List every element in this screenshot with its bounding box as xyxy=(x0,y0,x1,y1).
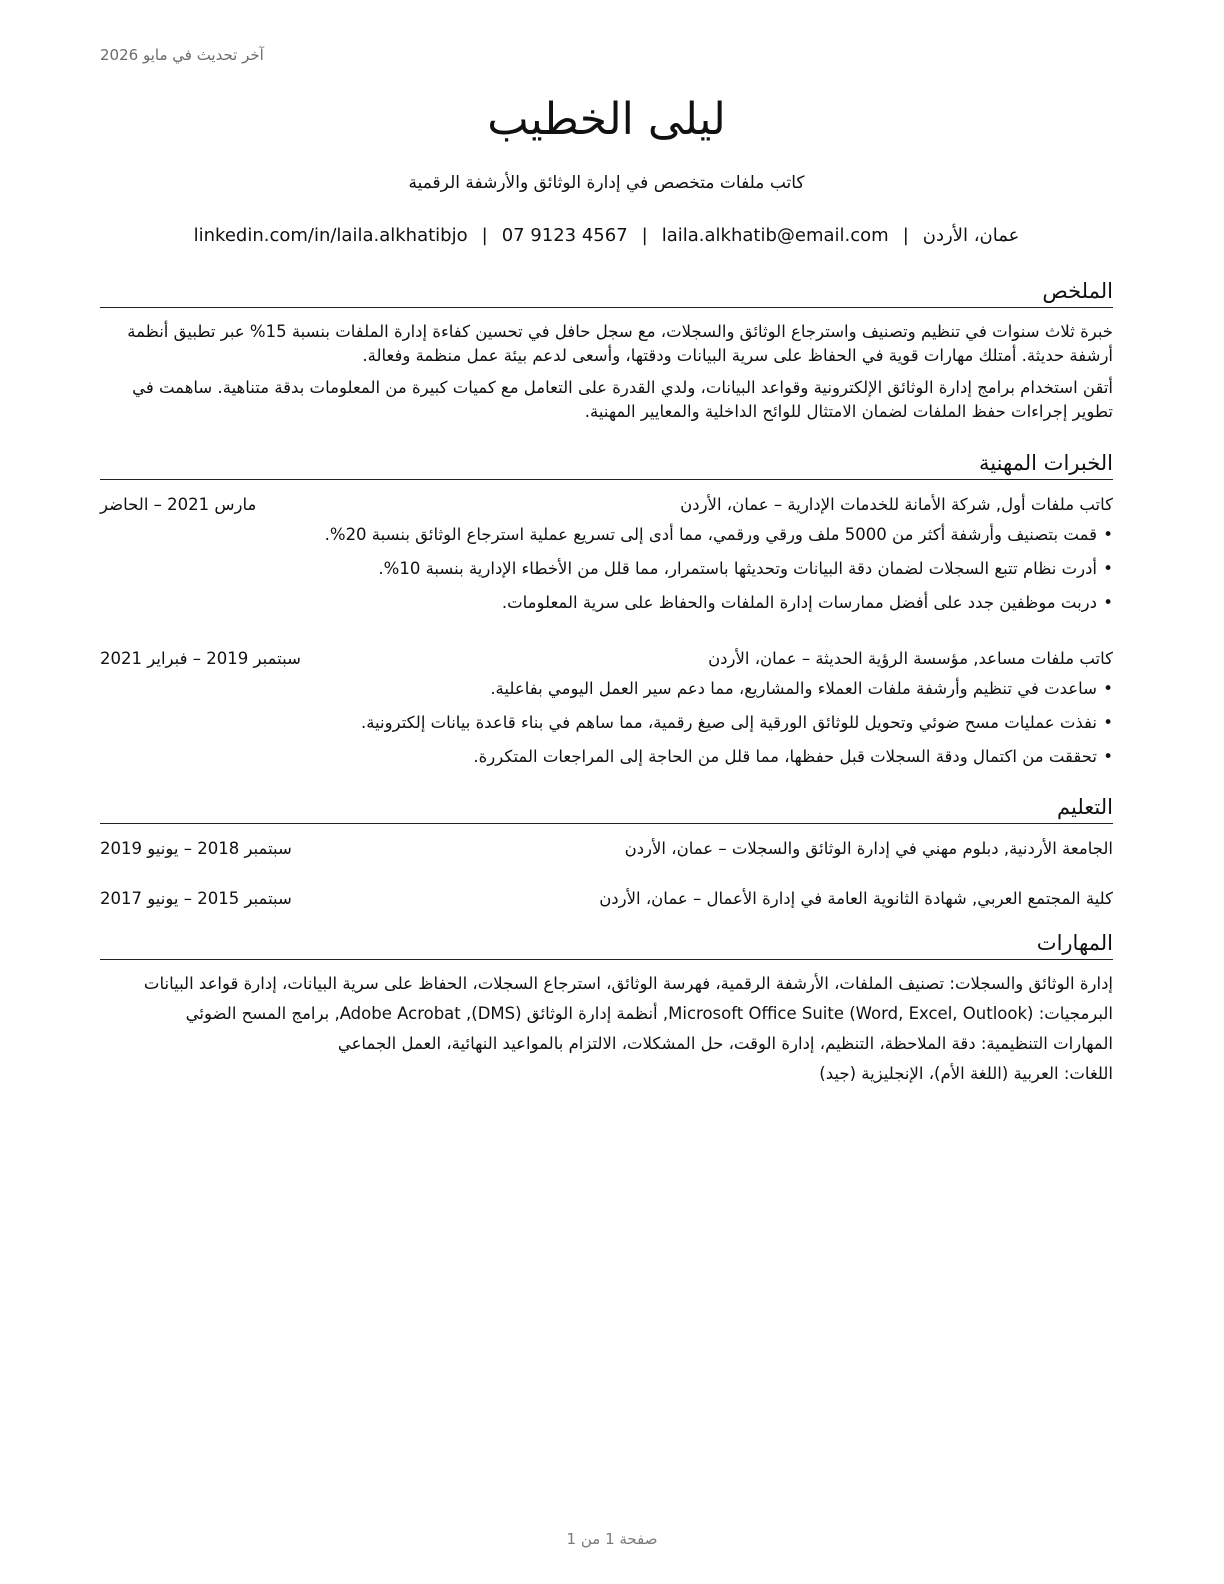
section-title-experience: الخبرات المهنية xyxy=(100,448,1113,480)
education-dates xyxy=(100,886,333,912)
education-heading: الجامعة الأردنية, دبلوم مهني في إدارة الوثائق والسجلات – عمان، الأردن xyxy=(624,839,1113,858)
separator: | xyxy=(641,225,648,246)
job-entry xyxy=(100,492,1113,624)
job-bullets xyxy=(100,522,1113,616)
education-heading: كلية المجتمع العربي, شهادة الثانوية العامة في إدارة الأعمال – عمان، الأردن xyxy=(599,889,1113,908)
education-dates-text: سبتمبر 2015 – يونيو 2017 xyxy=(100,889,292,908)
job-entry xyxy=(100,646,1113,778)
summary-paragraph: خبرة ثلاث سنوات في تنظيم وتصنيف واسترجاع الوثائق والسجلات، مع سجل حافل في تحسين كفاءة إدارة الملفات بنسبة 15% عبر تطبيق أنظمة أرشفة حديثة. أمتلك مهارات قوية في الحفاظ على سرية البيانات ودقتها، وأسعى لدعم بيئة عمل منظمة وفعالة. xyxy=(127,322,1113,365)
skills-line: إدارة الوثائق والسجلات: تصنيف الملفات، الأرشفة الرقمية، فهرسة الوثائق، استرجاع السجلات، الحفاظ على سرية البيانات، إدارة قواعد البيانات xyxy=(143,974,1113,993)
education-header xyxy=(100,836,1113,862)
job-dates xyxy=(100,646,333,672)
job-bullet: • نفذت عمليات مسح ضوئي وتحويل للوثائق الورقية إلى صيغ رقمية، مما ساهم في بناء قاعدة بيانات إلكترونية. xyxy=(100,710,1113,736)
skills-section xyxy=(100,972,1113,1092)
skills-line: البرمجيات: Microsoft Office Suite (Word, Excel, Outlook), أنظمة إدارة الوثائق (DMS), Adobe Acrobat, برامج المسح الضوئي xyxy=(185,1004,1113,1023)
job-bullet: • أدرت نظام تتبع السجلات لضمان دقة البيانات وتحديثها باستمرار، مما قلل من الأخطاء الإدارية بنسبة 10%. xyxy=(100,556,1113,582)
separator: | xyxy=(481,225,488,246)
summary-paragraph: أتقن استخدام برامج إدارة الوثائق الإلكترونية وقواعد البيانات، ولدي القدرة على التعامل مع كميات كبيرة من المعلومات بدقة متناهية. ساهمت في تطوير إجراءات حفظ الملفات لضمان الامتثال للوائح الداخلية والمعايير المهنية. xyxy=(132,378,1113,421)
education-dates xyxy=(100,836,333,862)
job-dates xyxy=(100,492,333,518)
section-title-education: التعليم xyxy=(100,792,1113,824)
separator: | xyxy=(902,225,909,246)
education-entry xyxy=(100,886,1113,912)
job-bullet: • تحققت من اكتمال ودقة السجلات قبل حفظها، مما قلل من الحاجة إلى المراجعات المتكررة. xyxy=(100,744,1113,770)
section-title-summary: الملخص xyxy=(100,276,1113,308)
last-updated-note: آخر تحديث في مايو 2026 xyxy=(100,46,264,64)
email-link[interactable]: laila.alkhatib@email.com xyxy=(661,225,889,246)
candidate-title: كاتب ملفات متخصص في إدارة الوثائق والأرشفة الرقمية xyxy=(408,173,805,193)
linkedin-link[interactable]: linkedin.com/in/laila.alkhatibjo xyxy=(193,225,468,246)
job-header xyxy=(100,646,1113,672)
job-bullets xyxy=(100,676,1113,770)
education-header xyxy=(100,886,1113,912)
page-number: صفحة 1 من 1 xyxy=(566,1530,658,1548)
skills-line: اللغات: العربية (اللغة الأم)، الإنجليزية (جيد) xyxy=(819,1064,1113,1083)
skills-line: المهارات التنظيمية: دقة الملاحظة، التنظيم، إدارة الوقت، حل المشكلات، الالتزام بالمواعيد النهائية، العمل الجماعي xyxy=(337,1034,1113,1053)
section-title-skills: المهارات xyxy=(100,928,1113,960)
education-dates-text: سبتمبر 2018 – يونيو 2019 xyxy=(100,839,292,858)
summary-section xyxy=(100,320,1113,432)
resume-page xyxy=(100,0,1113,1584)
phone-number: 07 9123 4567 xyxy=(501,225,628,246)
education-entry xyxy=(100,836,1113,862)
job-bullet: • ساعدت في تنظيم وأرشفة ملفات العملاء والمشاريع، مما دعم سير العمل اليومي بفاعلية. xyxy=(100,676,1113,702)
job-heading: كاتب ملفات مساعد, مؤسسة الرؤية الحديثة – عمان، الأردن xyxy=(708,649,1113,668)
job-dates-text: سبتمبر 2019 – فبراير 2021 xyxy=(100,649,301,668)
job-heading: كاتب ملفات أول, شركة الأمانة للخدمات الإدارية – عمان، الأردن xyxy=(680,495,1113,514)
job-bullet: • قمت بتصنيف وأرشفة أكثر من 5000 ملف ورقي ورقمي، مما أدى إلى تسريع عملية استرجاع الوثائق بنسبة 20%. xyxy=(100,522,1113,548)
location: عمان، الأردن xyxy=(922,225,1020,246)
job-bullet: • دربت موظفين جدد على أفضل ممارسات إدارة الملفات والحفاظ على سرية المعلومات. xyxy=(100,590,1113,616)
contact-line xyxy=(100,222,1113,250)
job-dates-text: مارس 2021 – الحاضر xyxy=(100,495,257,514)
job-header xyxy=(100,492,1113,518)
candidate-name: ليلى الخطيب xyxy=(487,94,726,145)
